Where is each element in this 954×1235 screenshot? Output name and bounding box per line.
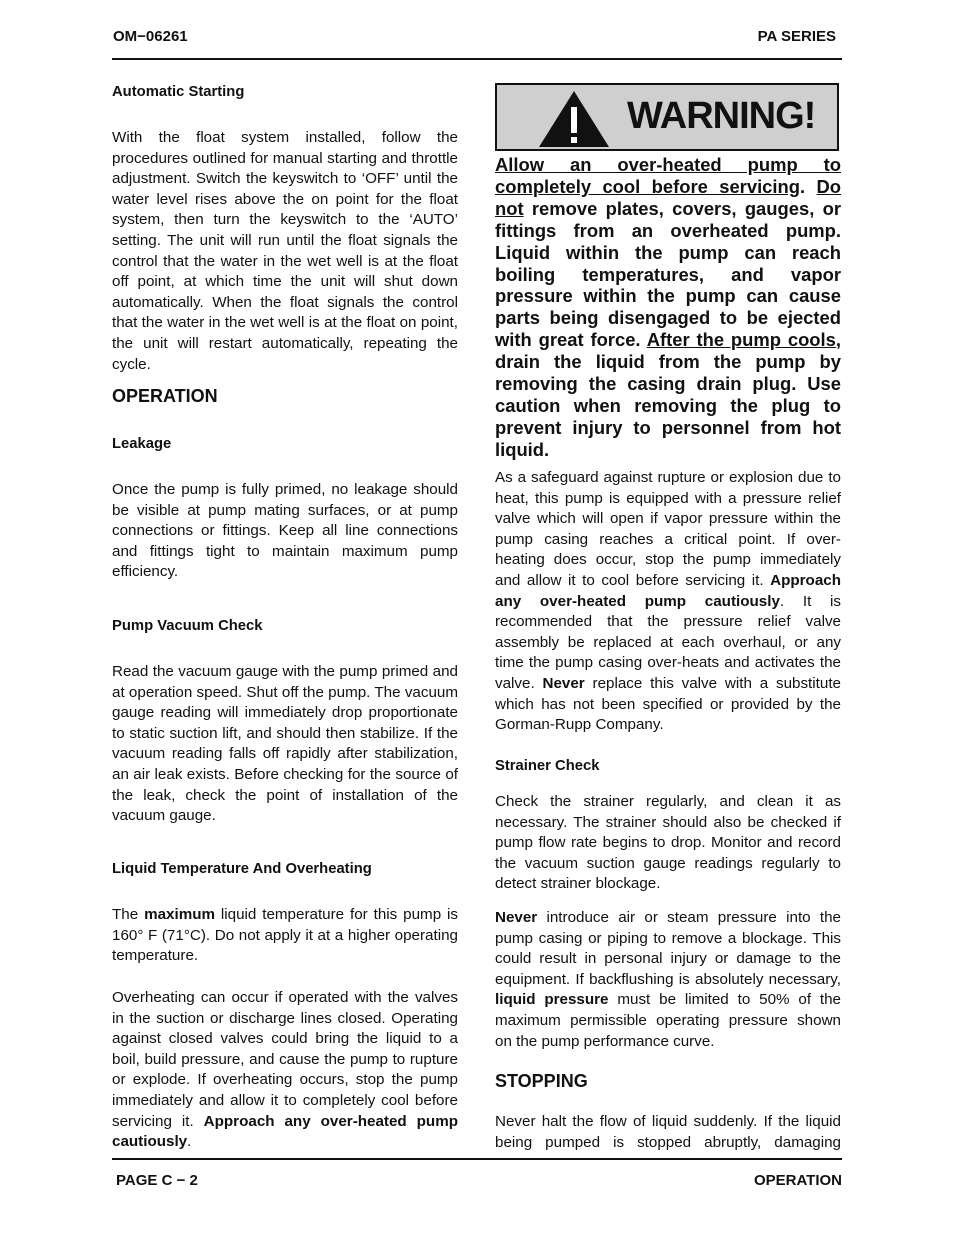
warning-label: WARNING! bbox=[627, 95, 816, 137]
section-label: OPERATION bbox=[753, 1172, 842, 1189]
page-number: PAGE C − 2 bbox=[116, 1172, 198, 1189]
stopping-heading: STOPPING bbox=[495, 1071, 588, 1091]
footer-rule bbox=[112, 1158, 842, 1160]
doc-number: OM−06261 bbox=[113, 28, 188, 45]
safeguard-text: As a safeguard against rupture or explosion due to heat, this pump is equipped with a pressure relief valve which will open if vapor pressure within the pump casing reaches a critical point. If over-heating does occur, stop the pump immediately and allow it to cool before servicing it. Approach any over-heated pump cautiously. It is recommended that the pressure relief valve assembly be replaced at each overhaul, or any time the pump casing over-heats and activates the valve. Never replace this valve with a substitute which has not been specified or provided by the Gorman-Rupp Company. bbox=[495, 469, 841, 734]
vacuum-check-heading: Pump Vacuum Check bbox=[112, 618, 263, 634]
operation-heading: OPERATION bbox=[112, 386, 218, 406]
leakage-heading: Leakage bbox=[112, 436, 172, 452]
strainer-check-heading: Strainer Check bbox=[495, 758, 600, 774]
vacuum-check-text: Read the vacuum gauge with the pump primed and at operation speed. Shut off the pump. The vacuum gauge reading will immediately drop proportionate to static suction lift, and should then stabilize. If the vacuum reading falls off rapidly after stabilization, an air leak exists. Before checking for the source of the leak, check the point of installation of the vacuum gauge. bbox=[112, 663, 458, 825]
backflush-warning-text: Never introduce air or steam pressure into the pump casing or piping to remove a blockage. This could result in personal injury or damage to the equipment. If backflushing is absolutely necessary, liquid pressure must be limited to 50% of the maximum permissible operating pressure shown on the pump performance curve. bbox=[495, 909, 842, 1050]
series-label: PA SERIES bbox=[757, 28, 836, 45]
warning-text: Allow an over-heated pump to completely cool before servicing. Do not remove plates, covers, gauges, or fittings from an overheated pump. Liquid within the pump can reach boiling temperatures, and vapor pressure within the pump can cause parts being disengaged to be ejected with great force. After the pump cools, drain the liquid from the pump by removing the casing drain plug. Use caution when removing the plug to prevent injury to personnel from hot liquid. bbox=[495, 154, 841, 460]
automatic-starting-text: With the float system installed, follow the procedures outlined for manual starting and throttle adjustment. Switch the keyswitch to ‘OFF’ until the water level rises above the on point for the float system, then turn the keyswitch to the ‘AUTO’ setting. The unit will run until the float signals the control that the water in the wet well is at the float off point, at which time the unit will shut down automatically. When the float signals the control that the water in the wet well is at the float on point, the unit will restart automatically, repeating the cycle. bbox=[112, 129, 458, 373]
strainer-check-text: Check the strainer regularly, and clean it as necessary. The strainer should also be checked if pump flow rate begins to drop. Monitor and record the vacuum suction gauge readings regularly to detect strainer blockage. bbox=[495, 793, 841, 893]
liquid-temperature-heading: Liquid Temperature And Overheating bbox=[112, 861, 372, 877]
right-column bbox=[495, 0, 841, 1235]
automatic-starting-heading: Automatic Starting bbox=[112, 84, 245, 100]
stopping-text: Never halt the flow of liquid suddenly. If the liquid being pumped is stopped abruptly, damaging bbox=[495, 1113, 841, 1151]
liquid-temperature-text: The maximum liquid temperature for this pump is 160° F (71°C). Do not apply it at a higher operating temperature. bbox=[112, 906, 459, 965]
leakage-text: Once the pump is fully primed, no leakage should be visible at pump mating surfaces, or at pump connections or fittings. Keep all line connections and fittings tight to maintain maximum pump efficiency. bbox=[112, 481, 458, 581]
left-column bbox=[112, 0, 458, 1235]
overheating-text: Overheating can occur if operated with the valves in the suction or discharge lines closed. Operating against closed valves could bring the liquid to a boil, build pressure, and cause the pump to rupture or explode. If overheating occurs, stop the pump immediately and allow it to completely cool before servicing it. Approach any over-heated pump cautiously. bbox=[112, 989, 458, 1151]
